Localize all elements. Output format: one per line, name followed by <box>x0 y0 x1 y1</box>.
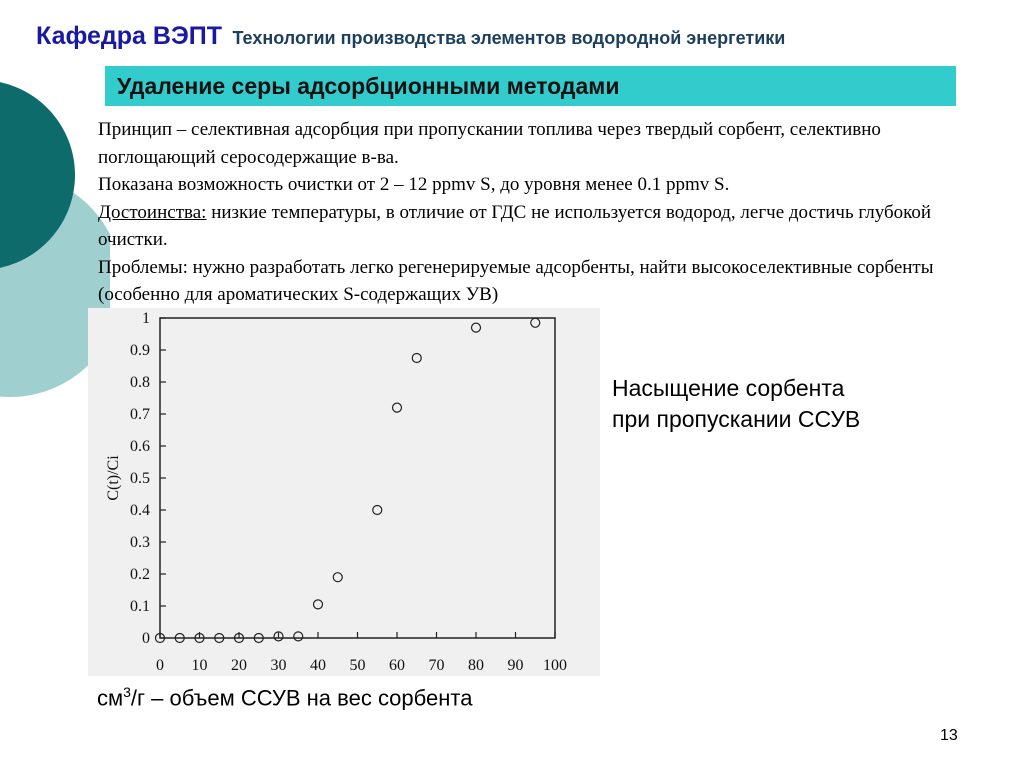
y-tick-label: 0.1 <box>130 598 150 615</box>
caption-line-2: при пропускании ССУВ <box>612 406 861 432</box>
data-point <box>314 600 323 609</box>
x-tick-label: 10 <box>191 657 208 674</box>
advantages-label: Достоинства: <box>98 201 207 223</box>
principle-paragraph: Принцип – селективная адсорбция при пропускании топлива через твердый сорбент, селективно поглощающий серосодержащие в-ва. <box>98 119 881 168</box>
advantages-text: низкие температуры, в отличие от ГДС не используется водород, легче достичь глубокой очистки. <box>98 201 932 250</box>
slide-header <box>36 22 785 51</box>
slide-title: Удаление серы адсорбционными методами <box>117 73 620 99</box>
y-tick-label: 0 <box>142 630 150 647</box>
capability-paragraph: Показана возможность очистки от 2 – 12 ppmv S, до уровня менее 0.1 ppmv S. <box>98 174 730 195</box>
data-point <box>333 573 342 582</box>
data-point <box>412 354 421 363</box>
data-point <box>393 403 402 412</box>
x-axis-caption-unit: см <box>97 685 124 711</box>
x-tick-label: 80 <box>468 657 484 674</box>
x-tick-label: 90 <box>507 657 524 674</box>
x-tick-label: 50 <box>349 657 366 674</box>
course-subtitle: Технологии производства элементов водородной энергетики <box>232 28 786 48</box>
x-tick-label: 60 <box>389 657 405 674</box>
y-tick-label: 0.3 <box>130 534 150 551</box>
y-tick-label: 0.4 <box>130 502 150 519</box>
slide-body <box>98 116 958 309</box>
caption-line-1: Насыщение сорбента <box>612 375 845 401</box>
page-number: 13 <box>940 727 958 744</box>
breakthrough-chart <box>88 308 600 676</box>
data-point <box>373 506 382 515</box>
x-tick-label: 30 <box>270 657 287 674</box>
x-axis-caption <box>97 684 472 711</box>
x-tick-label: 40 <box>310 657 326 674</box>
x-tick-label: 70 <box>428 657 445 674</box>
x-tick-label: 0 <box>156 657 164 674</box>
slide-title-bar <box>105 66 956 106</box>
data-point <box>472 323 481 332</box>
data-point <box>531 318 540 327</box>
chart-caption <box>612 373 860 435</box>
y-tick-label: 0.5 <box>130 470 150 487</box>
x-axis-caption-sup: 3 <box>123 684 131 700</box>
x-tick-label: 20 <box>231 657 247 674</box>
plot-frame <box>160 318 555 638</box>
y-tick-label: 0.9 <box>130 342 150 359</box>
y-tick-label: 1 <box>142 310 150 327</box>
chart-svg <box>88 308 600 676</box>
advantages-paragraph <box>98 199 958 254</box>
y-tick-label: 0.7 <box>130 406 150 423</box>
y-axis-label: C(t)/Ci <box>105 455 122 501</box>
y-tick-label: 0.6 <box>130 438 150 455</box>
problems-paragraph: Проблемы: нужно разработать легко регенерируемые адсорбенты, найти высокоселективные сорбенты (особенно для ароматических S-содержащих УВ) <box>98 256 934 305</box>
data-point <box>294 632 303 641</box>
y-tick-label: 0.2 <box>130 566 150 583</box>
y-tick-label: 0.8 <box>130 374 150 391</box>
x-tick-label: 100 <box>543 657 567 674</box>
x-axis-caption-rest: /г – объем ССУВ на вес сорбента <box>130 685 473 711</box>
department-name: Кафедра ВЭПТ <box>36 22 222 50</box>
